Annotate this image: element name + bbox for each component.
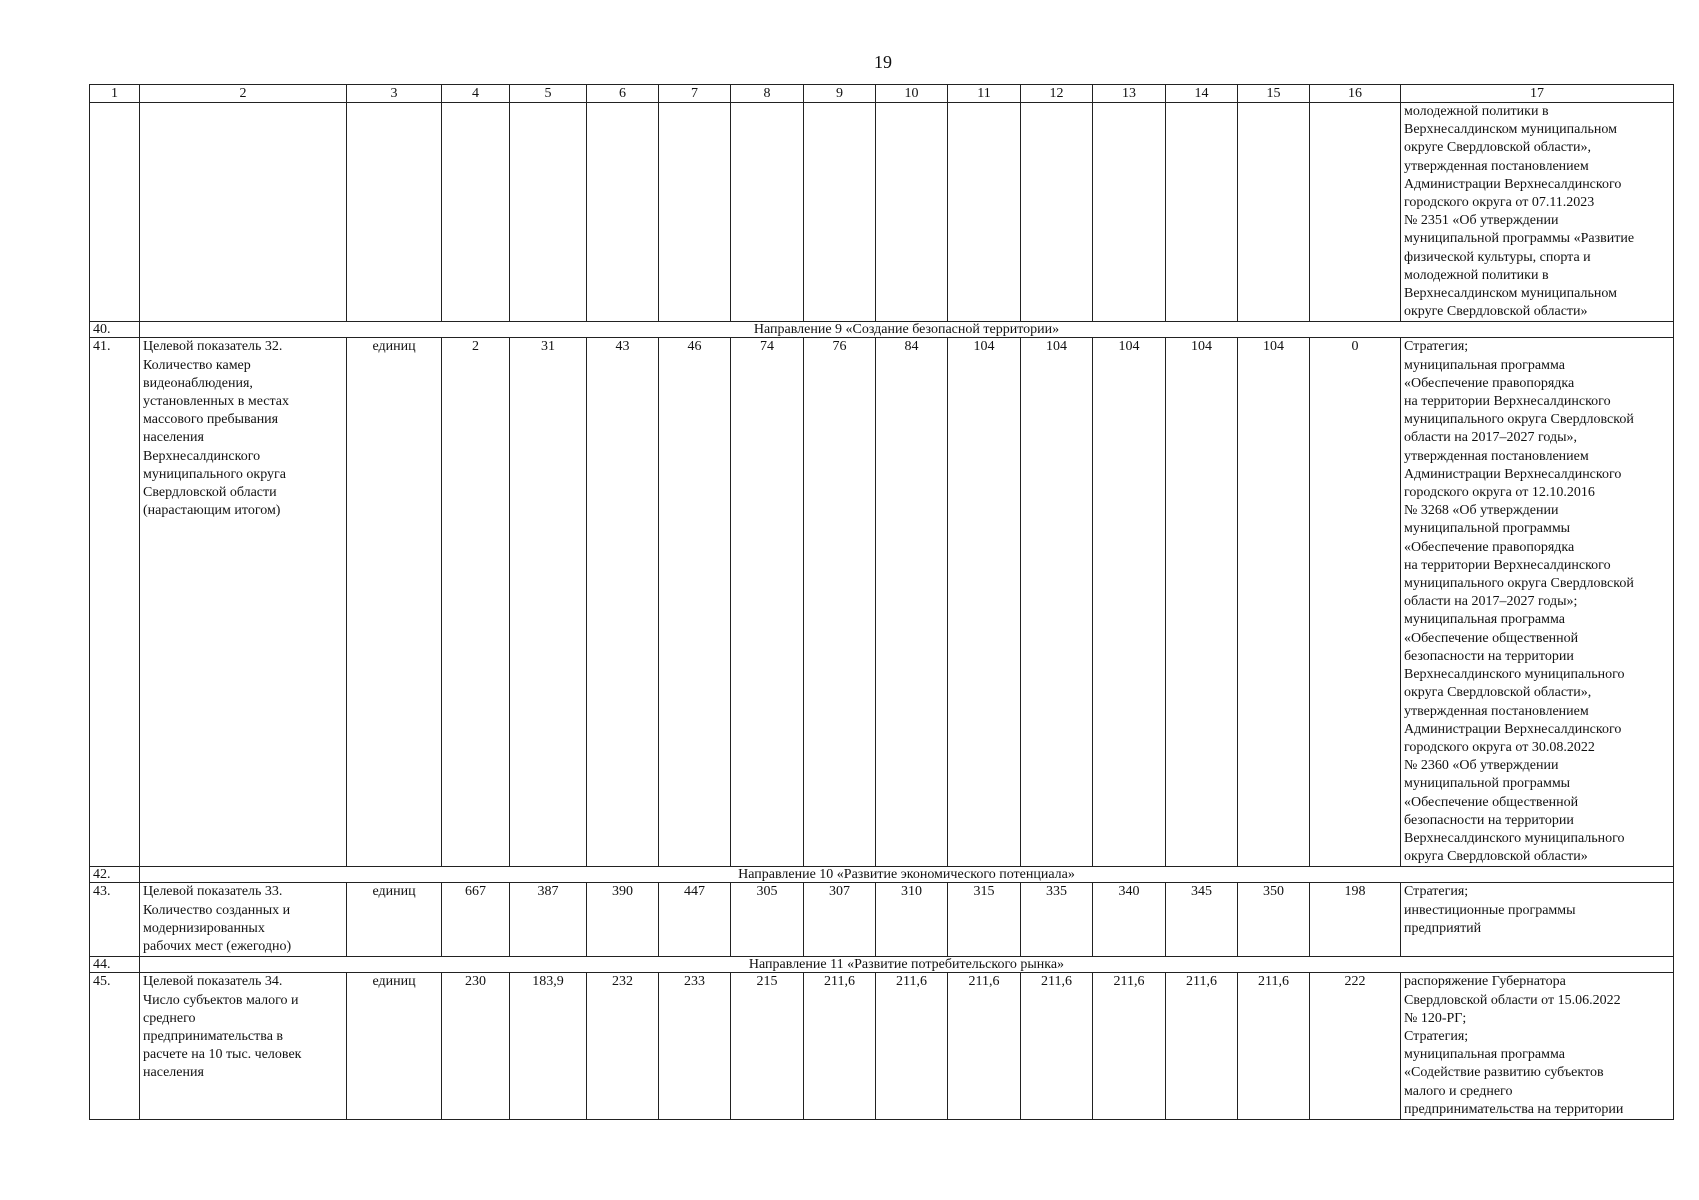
- value-cell: 31: [510, 338, 587, 867]
- value-cell: 74: [731, 338, 804, 867]
- row-number: 41.: [90, 338, 140, 867]
- value-cell: [510, 103, 587, 322]
- value-cell: 2: [442, 338, 510, 867]
- value-cell: 0: [1310, 338, 1401, 867]
- table-row: [90, 973, 1674, 1120]
- header-cell: 1: [90, 85, 140, 103]
- table-row: [90, 883, 1674, 957]
- value-cell: [1310, 103, 1401, 322]
- value-cell: [1238, 103, 1310, 322]
- row-number: 45.: [90, 973, 140, 1120]
- unit-cell: единиц: [347, 883, 442, 957]
- value-cell: [1093, 103, 1166, 322]
- value-cell: 667: [442, 883, 510, 957]
- value-cell: [1021, 103, 1093, 322]
- value-cell: 183,9: [510, 973, 587, 1120]
- header-cell: 4: [442, 85, 510, 103]
- header-cell: 8: [731, 85, 804, 103]
- value-cell: 305: [731, 883, 804, 957]
- value-cell: 222: [1310, 973, 1401, 1120]
- header-cell: 3: [347, 85, 442, 103]
- value-cell: 46: [659, 338, 731, 867]
- table-row: [90, 103, 1674, 322]
- value-cell: 211,6: [1093, 973, 1166, 1120]
- value-cell: 232: [587, 973, 659, 1120]
- value-cell: 307: [804, 883, 876, 957]
- value-cell: 104: [1238, 338, 1310, 867]
- header-cell: 17: [1401, 85, 1674, 103]
- column-numbers-row: [90, 85, 1674, 103]
- value-cell: 211,6: [876, 973, 948, 1120]
- indicators-table: [89, 84, 1674, 1120]
- value-cell: [804, 103, 876, 322]
- direction-row: [90, 867, 1674, 883]
- header-cell: 14: [1166, 85, 1238, 103]
- unit-cell: единиц: [347, 338, 442, 867]
- value-cell: 84: [876, 338, 948, 867]
- direction-title: Направление 10 «Развитие экономического потенциала»: [140, 867, 1674, 883]
- header-cell: 13: [1093, 85, 1166, 103]
- source-document: распоряжение Губернатора Свердловской области от 15.06.2022 № 120-РГ; Стратегия; муниципальная программа «Содействие развитию субъектов малого и среднего предпринимательства на территории: [1401, 973, 1674, 1120]
- header-cell: 10: [876, 85, 948, 103]
- header-cell: 12: [1021, 85, 1093, 103]
- direction-title: Направление 9 «Создание безопасной территории»: [140, 322, 1674, 338]
- value-cell: 211,6: [1021, 973, 1093, 1120]
- value-cell: 315: [948, 883, 1021, 957]
- indicator-name: Целевой показатель 33. Количество созданных и модернизированных рабочих мест (ежегодно): [140, 883, 347, 957]
- value-cell: 390: [587, 883, 659, 957]
- indicator-name: Целевой показатель 32. Количество камер видеонаблюдения, установленных в местах массового пребывания населения Верхнесалдинского муниципального округа Свердловской области (нарастающим итогом): [140, 338, 347, 867]
- header-cell: 11: [948, 85, 1021, 103]
- header-cell: 16: [1310, 85, 1401, 103]
- value-cell: 211,6: [1238, 973, 1310, 1120]
- value-cell: 43: [587, 338, 659, 867]
- header-cell: 7: [659, 85, 731, 103]
- row-number: [90, 103, 140, 322]
- direction-row: [90, 322, 1674, 338]
- header-cell: 2: [140, 85, 347, 103]
- header-cell: 6: [587, 85, 659, 103]
- direction-row: [90, 957, 1674, 973]
- value-cell: 350: [1238, 883, 1310, 957]
- value-cell: 104: [948, 338, 1021, 867]
- header-cell: 15: [1238, 85, 1310, 103]
- direction-title: Направление 11 «Развитие потребительского рынка»: [140, 957, 1674, 973]
- row-number: 42.: [90, 867, 140, 883]
- value-cell: 76: [804, 338, 876, 867]
- value-cell: 345: [1166, 883, 1238, 957]
- value-cell: 104: [1021, 338, 1093, 867]
- value-cell: [442, 103, 510, 322]
- value-cell: 387: [510, 883, 587, 957]
- value-cell: 340: [1093, 883, 1166, 957]
- value-cell: [1166, 103, 1238, 322]
- value-cell: 104: [1093, 338, 1166, 867]
- value-cell: [587, 103, 659, 322]
- value-cell: 211,6: [1166, 973, 1238, 1120]
- value-cell: 233: [659, 973, 731, 1120]
- value-cell: 215: [731, 973, 804, 1120]
- value-cell: 211,6: [948, 973, 1021, 1120]
- value-cell: 104: [1166, 338, 1238, 867]
- value-cell: [731, 103, 804, 322]
- page-number: 19: [874, 52, 892, 72]
- source-document: молодежной политики в Верхнесалдинском муниципальном округе Свердловской области», утвержденная постановлением Администрации Верхнесалдинского городского округа от 07.11.2023 № 2351 «Об утверждении муниципальной программы «Развитие физической культуры, спорта и молодежной политики в Верхнесалдинском муниципальном округе Свердловской области»: [1401, 103, 1674, 322]
- value-cell: 447: [659, 883, 731, 957]
- value-cell: 211,6: [804, 973, 876, 1120]
- row-number: 44.: [90, 957, 140, 973]
- value-cell: [659, 103, 731, 322]
- header-cell: 9: [804, 85, 876, 103]
- indicator-name: [140, 103, 347, 322]
- value-cell: [876, 103, 948, 322]
- value-cell: [948, 103, 1021, 322]
- value-cell: 198: [1310, 883, 1401, 957]
- source-document: Стратегия; муниципальная программа «Обеспечение правопорядка на территории Верхнесалдинского муниципального округа Свердловской области на 2017–2027 годы», утвержденная постановлением Администрации Верхнесалдинского городского округа от 12.10.2016 № 3268 «Об утверждении муниципальной программы «Обеспечение правопорядка на территории Верхнесалдинского муниципального округа Свердловской области на 2017–2027 годы»; муниципальная программа «Обеспечение общественной безопасности на территории Верхнесалдинского муниципального округа Свердловской области», утвержденная постановлением Администрации Верхнесалдинского городского округа от 30.08.2022 № 2360 «Об утверждении муниципальной программы «Обеспечение общественной безопасности на территории Верхнесалдинского муниципального округа Свердловской области»: [1401, 338, 1674, 867]
- value-cell: 230: [442, 973, 510, 1120]
- unit-cell: [347, 103, 442, 322]
- indicator-name: Целевой показатель 34. Число субъектов малого и среднего предпринимательства в расчете на 10 тыс. человек населения: [140, 973, 347, 1120]
- unit-cell: единиц: [347, 973, 442, 1120]
- row-number: 43.: [90, 883, 140, 957]
- header-cell: 5: [510, 85, 587, 103]
- row-number: 40.: [90, 322, 140, 338]
- value-cell: 310: [876, 883, 948, 957]
- table-row: [90, 338, 1674, 867]
- source-document: Стратегия; инвестиционные программы предприятий: [1401, 883, 1674, 957]
- value-cell: 335: [1021, 883, 1093, 957]
